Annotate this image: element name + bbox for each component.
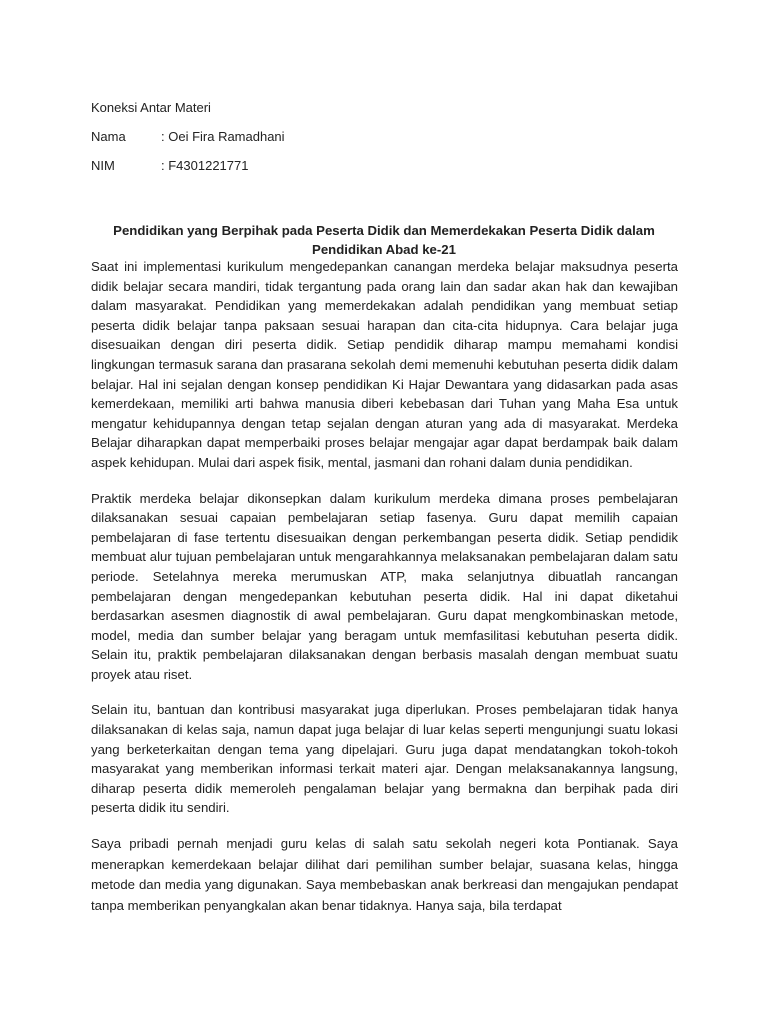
name-label: Nama bbox=[91, 129, 126, 144]
nim-label: NIM bbox=[91, 158, 115, 173]
paragraph: Saya pribadi pernah menjadi guru kelas di salah satu sekolah negeri kota Pontianak. Saya menerapkan kemerdekaan belajar dilihat dari pemilihan sumber belajar, suasana kelas, hingga metode dan media yang digunakan. Saya membebaskan anak berkreasi dan mengajukan pendapat tanpa memberikan penyangkalan akan benar tidaknya. Hanya saja, bila terdapat bbox=[91, 836, 678, 913]
doc-title: Koneksi Antar Materi bbox=[91, 100, 211, 115]
essay-body bbox=[91, 257, 678, 932]
paragraph: Praktik merdeka belajar dikonsepkan dalam kurikulum merdeka dimana proses pembelajaran dilaksanakan sesuai capaian pembelajaran setiap fasenya. Guru dapat memilih capaian pembelajaran di fase tertentu disesuaikan dengan perkembangan peserta didik. Setiap pendidik membuat alur tujuan pembelajaran untuk mengarahkannya melaksanakan pembelajaran dalam satu periode. Setelahnya mereka merumuskan ATP, maka selanjutnya dibuatlah rancangan pembelajaran dengan mengedepankan kebutuhan peserta didik. Hal ini dapat diketahui berdasarkan asesmen diagnostik di awal pembelajaran. Guru dapat mengkombinaskan metode, model, media dan sumber belajar yang beragam untuk memfasilitasi kebutuhan peserta didik. Selain itu, praktik pembelajaran dilaksanakan dengan berbasis masalah dengan membuat suatu proyek atau riset. bbox=[91, 490, 678, 682]
paragraph: Saat ini implementasi kurikulum mengedepankan canangan merdeka belajar maksudnya peserta didik belajar secara mandiri, tidak tergantung pada orang lain dan sadar akan hak dan kewajiban dalam masyarakat. Pendidikan yang memerdekakan adalah pendidikan yang membuat setiap peserta didik belajar tanpa paksaan sesuai harapan dan cita-cita hidupnya. Cara belajar juga disesuaikan dengan diri peserta didik. Setiap pendidik diharap mampu memahami kondisi lingkungan termasuk sarana dan prasarana sekolah demi memenuhi kebutuhan peserta didik dalam belajar. Hal ini sejalan dengan konsep pendidikan Ki Hajar Dewantara yang didasarkan pada asas kemerdekaan, memiliki arti bahwa manusia diberi kebebasan dari Tuhan yang Maha Esa untuk mengatur kehidupannya dengan tetap sejalan dengan aturan yang ada di masyarakat. Merdeka Belajar diharapkan dapat memperbaiki proses belajar mengajar agar dapat berdampak baik dalam aspek kehidupan. Mulai dari aspek fisik, mental, jasmani dan rohani dalam dunia pendidikan. bbox=[91, 259, 678, 470]
nim-value: : F4301221771 bbox=[161, 158, 249, 173]
paragraph: Selain itu, bantuan dan kontribusi masyarakat juga diperlukan. Proses pembelajaran tidak hanya dilaksanakan di kelas saja, namun dapat juga belajar di luar kelas seperti mengunjungi suatu lokasi yang berketerkaitan dengan tema yang dipelajari. Guru juga dapat mendatangkan tokoh-tokoh masyarakat yang memberikan informasi terkait materi ajar. Dengan melaksanakannya langsung, diharap peserta didik memeroleh pengalaman belajar yang bermakna dan berpihak pada diri peserta didik itu sendiri. bbox=[91, 702, 678, 816]
document-header bbox=[91, 93, 285, 180]
doc-title-row bbox=[91, 93, 285, 122]
essay-title: Pendidikan yang Berpihak pada Peserta Didik dan Memerdekakan Peserta Didik dalam Pendidikan Abad ke-21 bbox=[113, 223, 655, 257]
name-value: : Oei Fira Ramadhani bbox=[161, 129, 285, 144]
name-row bbox=[91, 122, 285, 151]
nim-row bbox=[91, 151, 285, 180]
